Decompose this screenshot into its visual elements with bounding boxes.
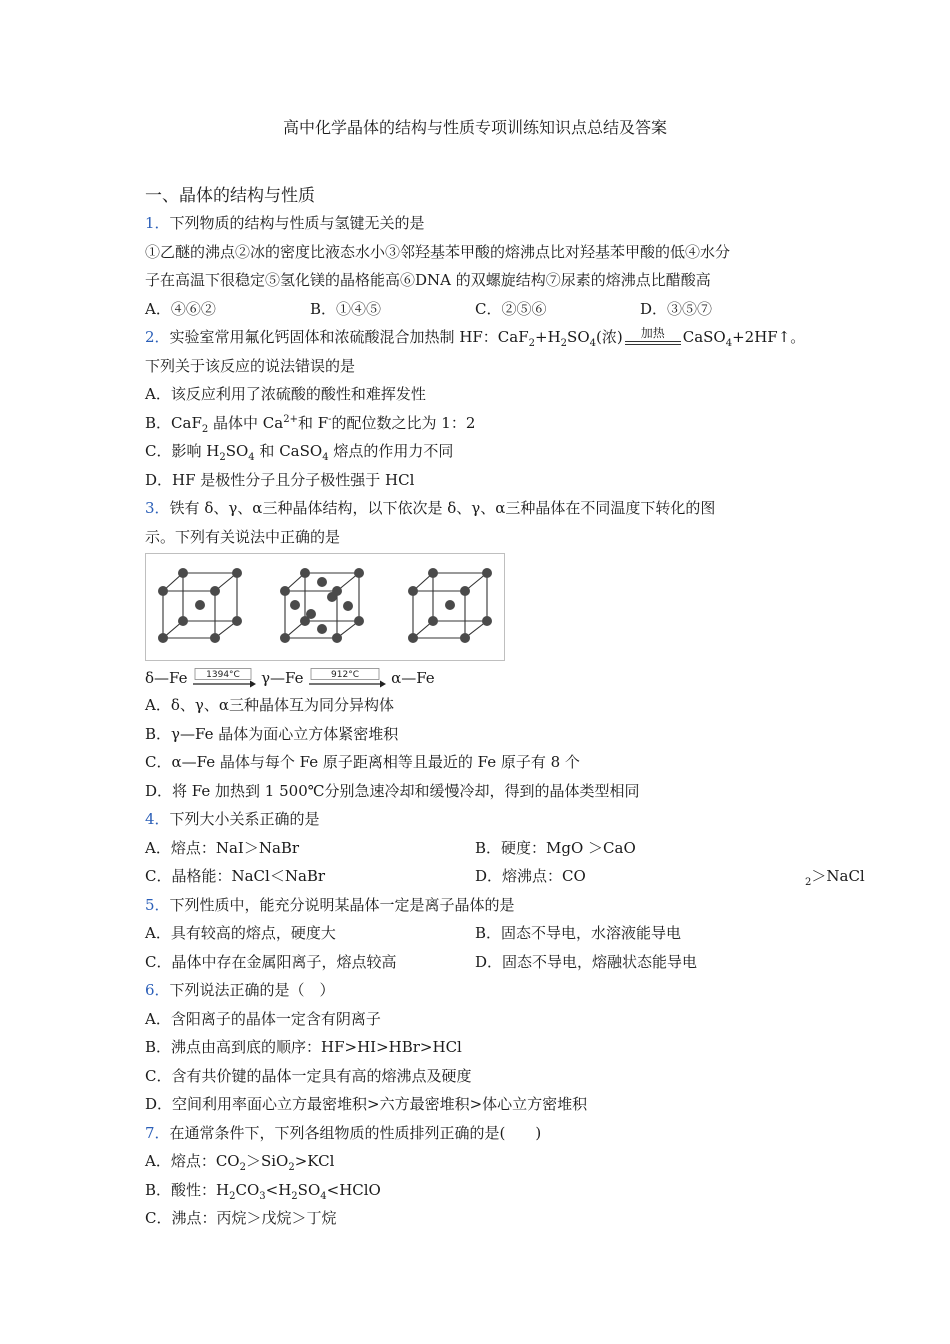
question-4-options-row-1	[145, 834, 815, 863]
question-6-stem	[145, 976, 815, 1005]
question-text: 铁有 δ、γ、α三种晶体结构，以下依次是 δ、γ、α三种晶体在不同温度下转化的图	[169, 499, 716, 517]
option-a[interactable]: A．熔点：$CO_2>SiO_2>KCl$	[145, 1152, 335, 1173]
option-b[interactable]: B．CaF$_2$ 晶体中 $Ca^{2+}$和 F-的配位数之比为 1：2	[145, 413, 476, 435]
section-heading: 一、晶体的结构与性质	[145, 186, 315, 206]
option-d[interactable]: D．固态不导电，熔融状态能导电	[475, 952, 698, 971]
question-number: 5．	[145, 895, 170, 914]
question-text: 在通常条件下，下列各组物质的性质排列正确的是( )	[169, 1123, 542, 1142]
question-text: 实验室常用氟化钙固体和浓硫酸混合加热制 HF：CaF	[169, 328, 529, 346]
question-3-line-2: 示。下列有关说法中正确的是	[145, 527, 341, 546]
option-b[interactable]: B．①④⑤	[310, 299, 382, 318]
option-a[interactable]: A．熔点：NaI＞NaBr	[145, 838, 300, 857]
option-c[interactable]: C．沸点：丙烷＞戊烷＞丁烷	[145, 1209, 337, 1227]
option-a[interactable]: A．含阳离子的晶体一定含有阴离子	[145, 1009, 381, 1028]
question-2-stem: 2．实验室常用氟化钙固体和浓硫酸混合加热制 HF：$CaF_2+H_2SO_4$(浓) 加热 CaSO$_4$+2HF↑。	[145, 326, 806, 349]
crystal-structures-svg	[145, 553, 505, 661]
option-d[interactable]: D．将 Fe 加热到 1 500℃分别急速冷却和缓慢冷却，得到的晶体类型相同	[145, 781, 640, 800]
question-3-stem	[145, 494, 815, 523]
option-b[interactable]: B．固态不导电，水溶液能导电	[475, 924, 682, 942]
question-number: 2．	[145, 328, 170, 346]
question-5-options-row-1	[145, 919, 815, 948]
option-c[interactable]: C．②⑤⑥	[475, 299, 547, 318]
option-c[interactable]: C．α—Fe 晶体与每个 Fe 原子距离相等且最近的 Fe 原子有 8 个	[145, 753, 580, 771]
option-a[interactable]: A．δ、γ、α三种晶体互为同分异构体	[145, 696, 394, 714]
question-text: 下列说法正确的是（ ）	[169, 981, 335, 999]
question-2-line-2: 下列关于该反应的说法错误的是	[145, 356, 356, 375]
delta-fe-label: δ—Fe	[145, 669, 188, 687]
option-a[interactable]: A．具有较高的熔点，硬度大	[145, 924, 336, 942]
option-d[interactable]: D．空间利用率面心立方最密堆积>六方最密堆积>体心立方密堆积	[145, 1095, 588, 1113]
question-number: 1．	[145, 214, 170, 232]
question-4-options-row-2	[145, 862, 865, 891]
option-d[interactable]: D．HF 是极性分子且分子极性强于 HCl	[145, 470, 415, 489]
question-1-line-2: ①乙醚的沸点②冰的密度比液态水小③邻羟基苯甲酸的熔沸点比对羟基苯甲酸的低④水分	[145, 242, 731, 261]
arrow-icon	[192, 668, 256, 690]
question-7-stem	[145, 1119, 815, 1148]
gamma-fe-label: γ—Fe	[261, 669, 304, 687]
option-d[interactable]: D．③⑤⑦	[640, 299, 713, 318]
question-text: 下列大小关系正确的是	[169, 810, 320, 828]
question-4-stem	[145, 805, 815, 834]
phase-transition-sequence	[145, 665, 815, 691]
option-c[interactable]: C．晶格能：NaCl＜NaBr	[145, 867, 326, 885]
arrow-icon	[308, 668, 386, 690]
reaction-condition-arrow: 加热	[625, 329, 681, 347]
option-c[interactable]: C．晶体中存在金属阳离子，熔点较高	[145, 952, 397, 971]
option-b[interactable]: B．硬度：MgO ＞CaO	[475, 838, 636, 857]
option-b[interactable]: B．沸点由高到底的顺序：HF>HI>HBr>HCl	[145, 1038, 462, 1056]
document-title: 高中化学晶体的结构与性质专项训练知识点总结及答案	[282, 118, 667, 137]
option-b[interactable]: B．γ—Fe 晶体为面心立方体紧密堆积	[145, 724, 399, 743]
option-b[interactable]: B．酸性：$H_2CO_3<H_2SO_4<HClO$	[145, 1180, 381, 1202]
question-5-options-row-2	[145, 948, 815, 977]
document-body	[145, 183, 865, 1233]
question-number: 6．	[145, 981, 170, 999]
alpha-fe-label: α—Fe	[391, 669, 435, 687]
question-number: 7．	[145, 1123, 170, 1142]
crystal-structures-figure	[145, 553, 815, 661]
question-1-options	[145, 295, 815, 324]
question-1-stem	[145, 209, 815, 238]
temperature-label-2: 912°C	[331, 670, 360, 680]
question-text: 下列性质中，能充分说明某晶体一定是离子晶体的是	[169, 895, 515, 914]
question-text: 下列物质的结构与性质与氢键无关的是	[169, 214, 425, 232]
question-number: 4．	[145, 810, 170, 828]
question-5-stem	[145, 891, 815, 920]
option-a[interactable]: A．该反应利用了浓硫酸的酸性和难挥发性	[145, 385, 426, 403]
temperature-label-1: 1394°C	[206, 670, 241, 680]
question-number: 3．	[145, 499, 170, 517]
option-c[interactable]: C．含有共价键的晶体一定具有高的熔沸点及硬度	[145, 1066, 472, 1085]
option-c[interactable]: C．影响 $H_2SO_4$ 和 CaSO$_4$ 熔点的作用力不同	[145, 442, 454, 463]
question-1-line-3: 子在高温下很稳定⑤氢化镁的晶格能高⑥DNA 的双螺旋结构⑦尿素的熔沸点比醋酸高	[145, 271, 711, 289]
option-d[interactable]: D．熔沸点：CO $_2$＞NaCl	[475, 867, 865, 888]
option-a[interactable]: A．④⑥②	[145, 299, 216, 318]
